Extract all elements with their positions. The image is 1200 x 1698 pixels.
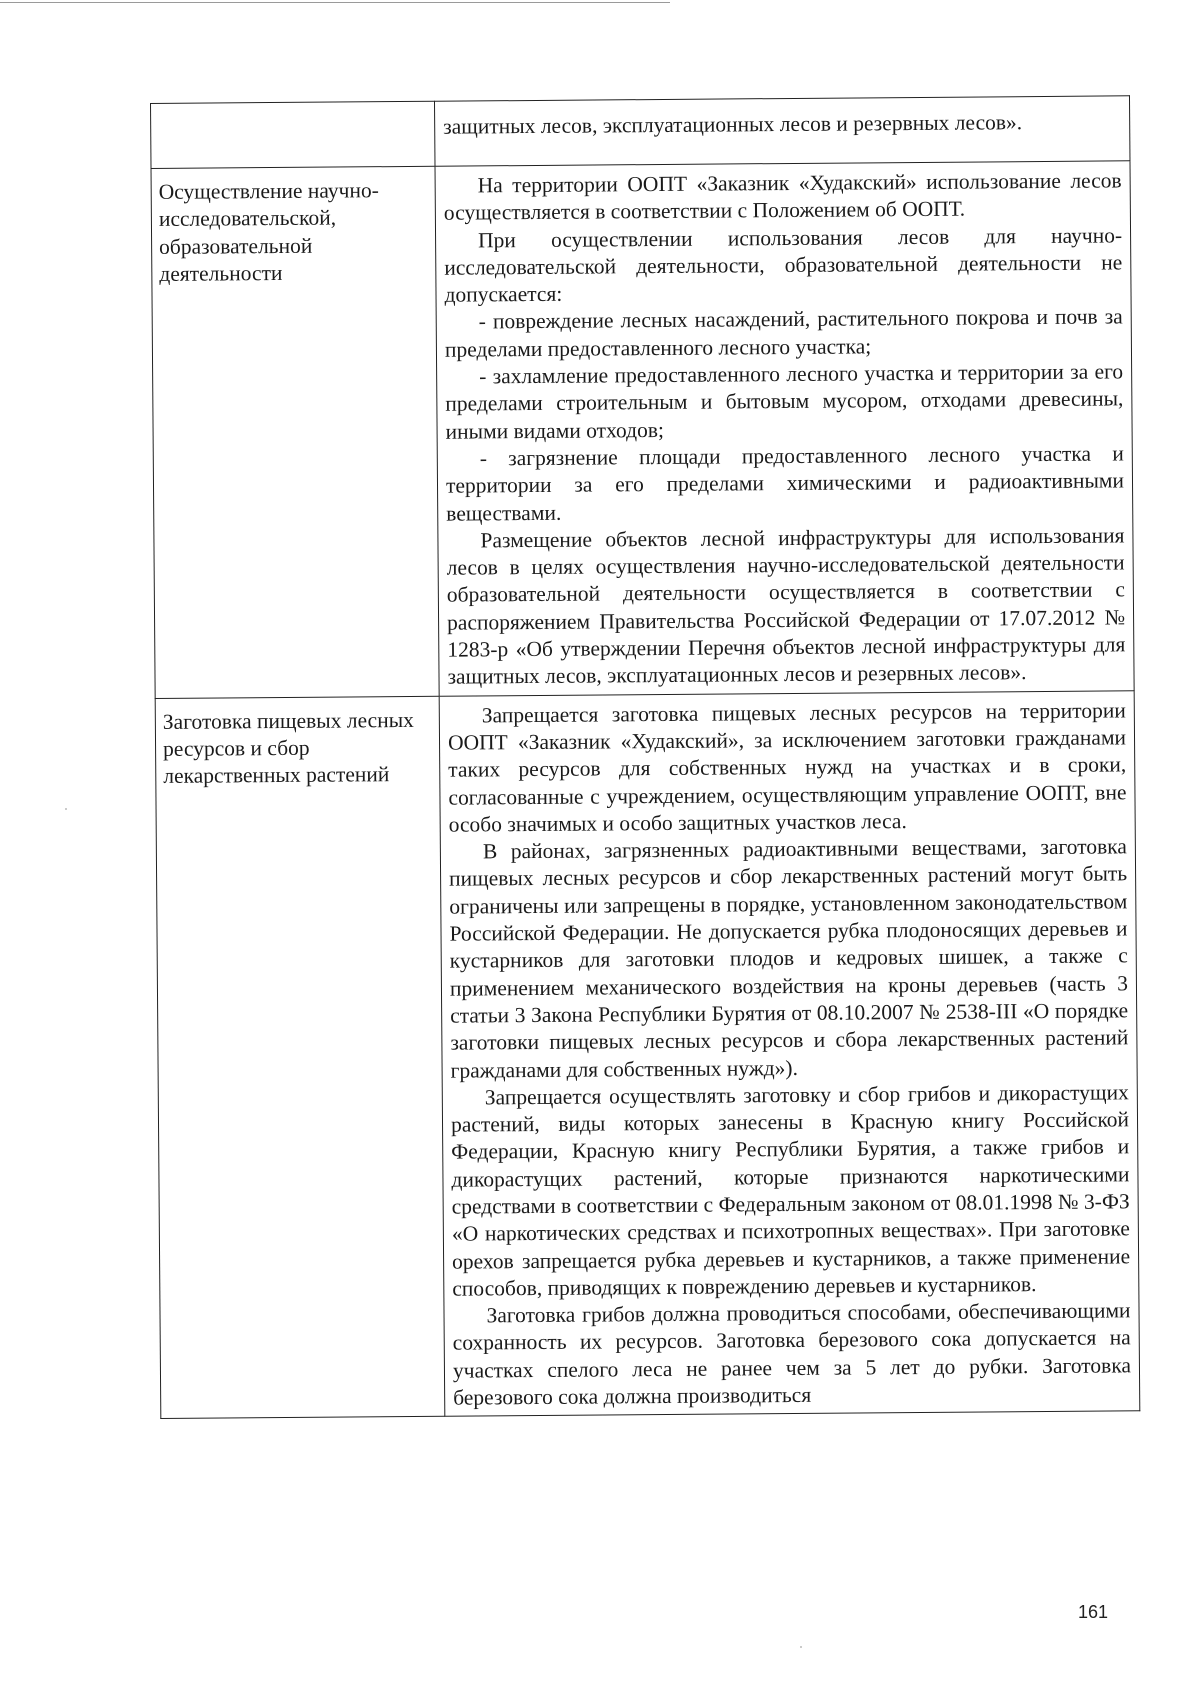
row-label: Осуществление научно-исследовательской, образовательной деятельности: [151, 166, 439, 698]
paragraph: На территории ООПТ «Заказник «Худакский» использование лесов осуществляется в соответствии с Положением об ООПТ.: [443, 168, 1122, 225]
paragraph: Заготовка грибов должна проводиться способами, обеспечивающими сохранность их ресурсов. Заготовка березового сока допускается на участках спелого леса не ранее чем за 5 лет до рубки. Заготовка березового сока должна производиться: [452, 1298, 1132, 1410]
page-number: 161: [1078, 1602, 1109, 1622]
document-page: [150, 95, 1140, 1419]
list-item: - загрязнение площади предоставленного лесного участка и территории за его пределами химическими и радиоактивными веществами.: [445, 441, 1125, 526]
paragraph: Запрещается заготовка пищевых лесных ресурсов на территории ООПТ «Заказник «Худакский», за исключением заготовки гражданами таких ресурсов для собственных нужд на участках и в сроки, согласованные с учреждением, осуществляющим управление ООПТ, вне особо значимых и особо защитных участков леса.: [447, 697, 1127, 837]
paragraph: защитных лесов, эксплуатационных лесов и резервных лесов».: [443, 110, 1023, 139]
forest-use-table: [150, 95, 1140, 1419]
paragraph: Размещение объектов лесной инфраструктуры для использования лесов в целях осуществления научно-исследовательской деятельности образовательной деятельности осуществляется в соответствии с распоряжением Правительства Российской Федерации от 17.07.2012 № 1283-р «Об утверждении Перечня объектов лесной инфраструктуры для защитных лесов, эксплуатационных лесов и резервных лесов».: [446, 523, 1126, 690]
row-content: [434, 96, 1129, 166]
list-item: - повреждение лесных насаждений, растительного покрова и почв за пределами предоставленного лесного участка;: [444, 304, 1123, 362]
paragraph: При осуществлении использования лесов для научно-исследовательской деятельности, образовательной деятельности не допускается:: [444, 222, 1123, 307]
table-row: [151, 96, 1130, 169]
paragraph: В районах, загрязненных радиоактивными веществами, заготовка пищевых лесных ресурсов и сбор лекарственных растений могут быть ограничены или запрещены в порядке, установленном законодательством Российской Федерации. Не допускается рубка плодоносящих деревьев и кустарников для заготовки плодов и кедровых шишек, а также с применением механического воздействия на кроны деревьев (часть 3 статьи 3 Закона Республики Бурятия от 08.10.2007 № 2538-III «О порядке заготовки пищевых лесных ресурсов и сбора лекарственных растений гражданами для собственных нужд»).: [449, 834, 1129, 1083]
scan-speck: [800, 1646, 802, 1648]
table-row: [151, 161, 1134, 698]
list-item: - захламление предоставленного лесного участка и территории за его пределами строительным и бытовым мусором, отходами древесины, иными видами отходов;: [445, 359, 1124, 444]
table-row: [155, 690, 1140, 1418]
row-content: [439, 690, 1140, 1416]
paragraph: Запрещается осуществлять заготовку и сбор грибов и дикорастущих растений, виды которых занесены в Красную книгу Российской Федерации, Красную книгу Республики Бурятия, а также грибов и дикорастущих растений, которые признаются наркотическими средствами в соответствии с Федеральным законом от 08.01.1998 № 3-ФЗ «О наркотических средствах и психотропных веществах». При заготовке орехов запрещается рубка деревьев и кустарников, а также применение способов, приводящих к повреждению деревьев и кустарников.: [450, 1080, 1131, 1301]
row-label: Заготовка пищевых лесных ресурсов и сбор лекарственных растений: [155, 696, 445, 1419]
row-content: [435, 161, 1134, 696]
row-label: [151, 101, 436, 168]
scan-edge-line: [0, 2, 670, 3]
scan-speck: [65, 808, 67, 810]
